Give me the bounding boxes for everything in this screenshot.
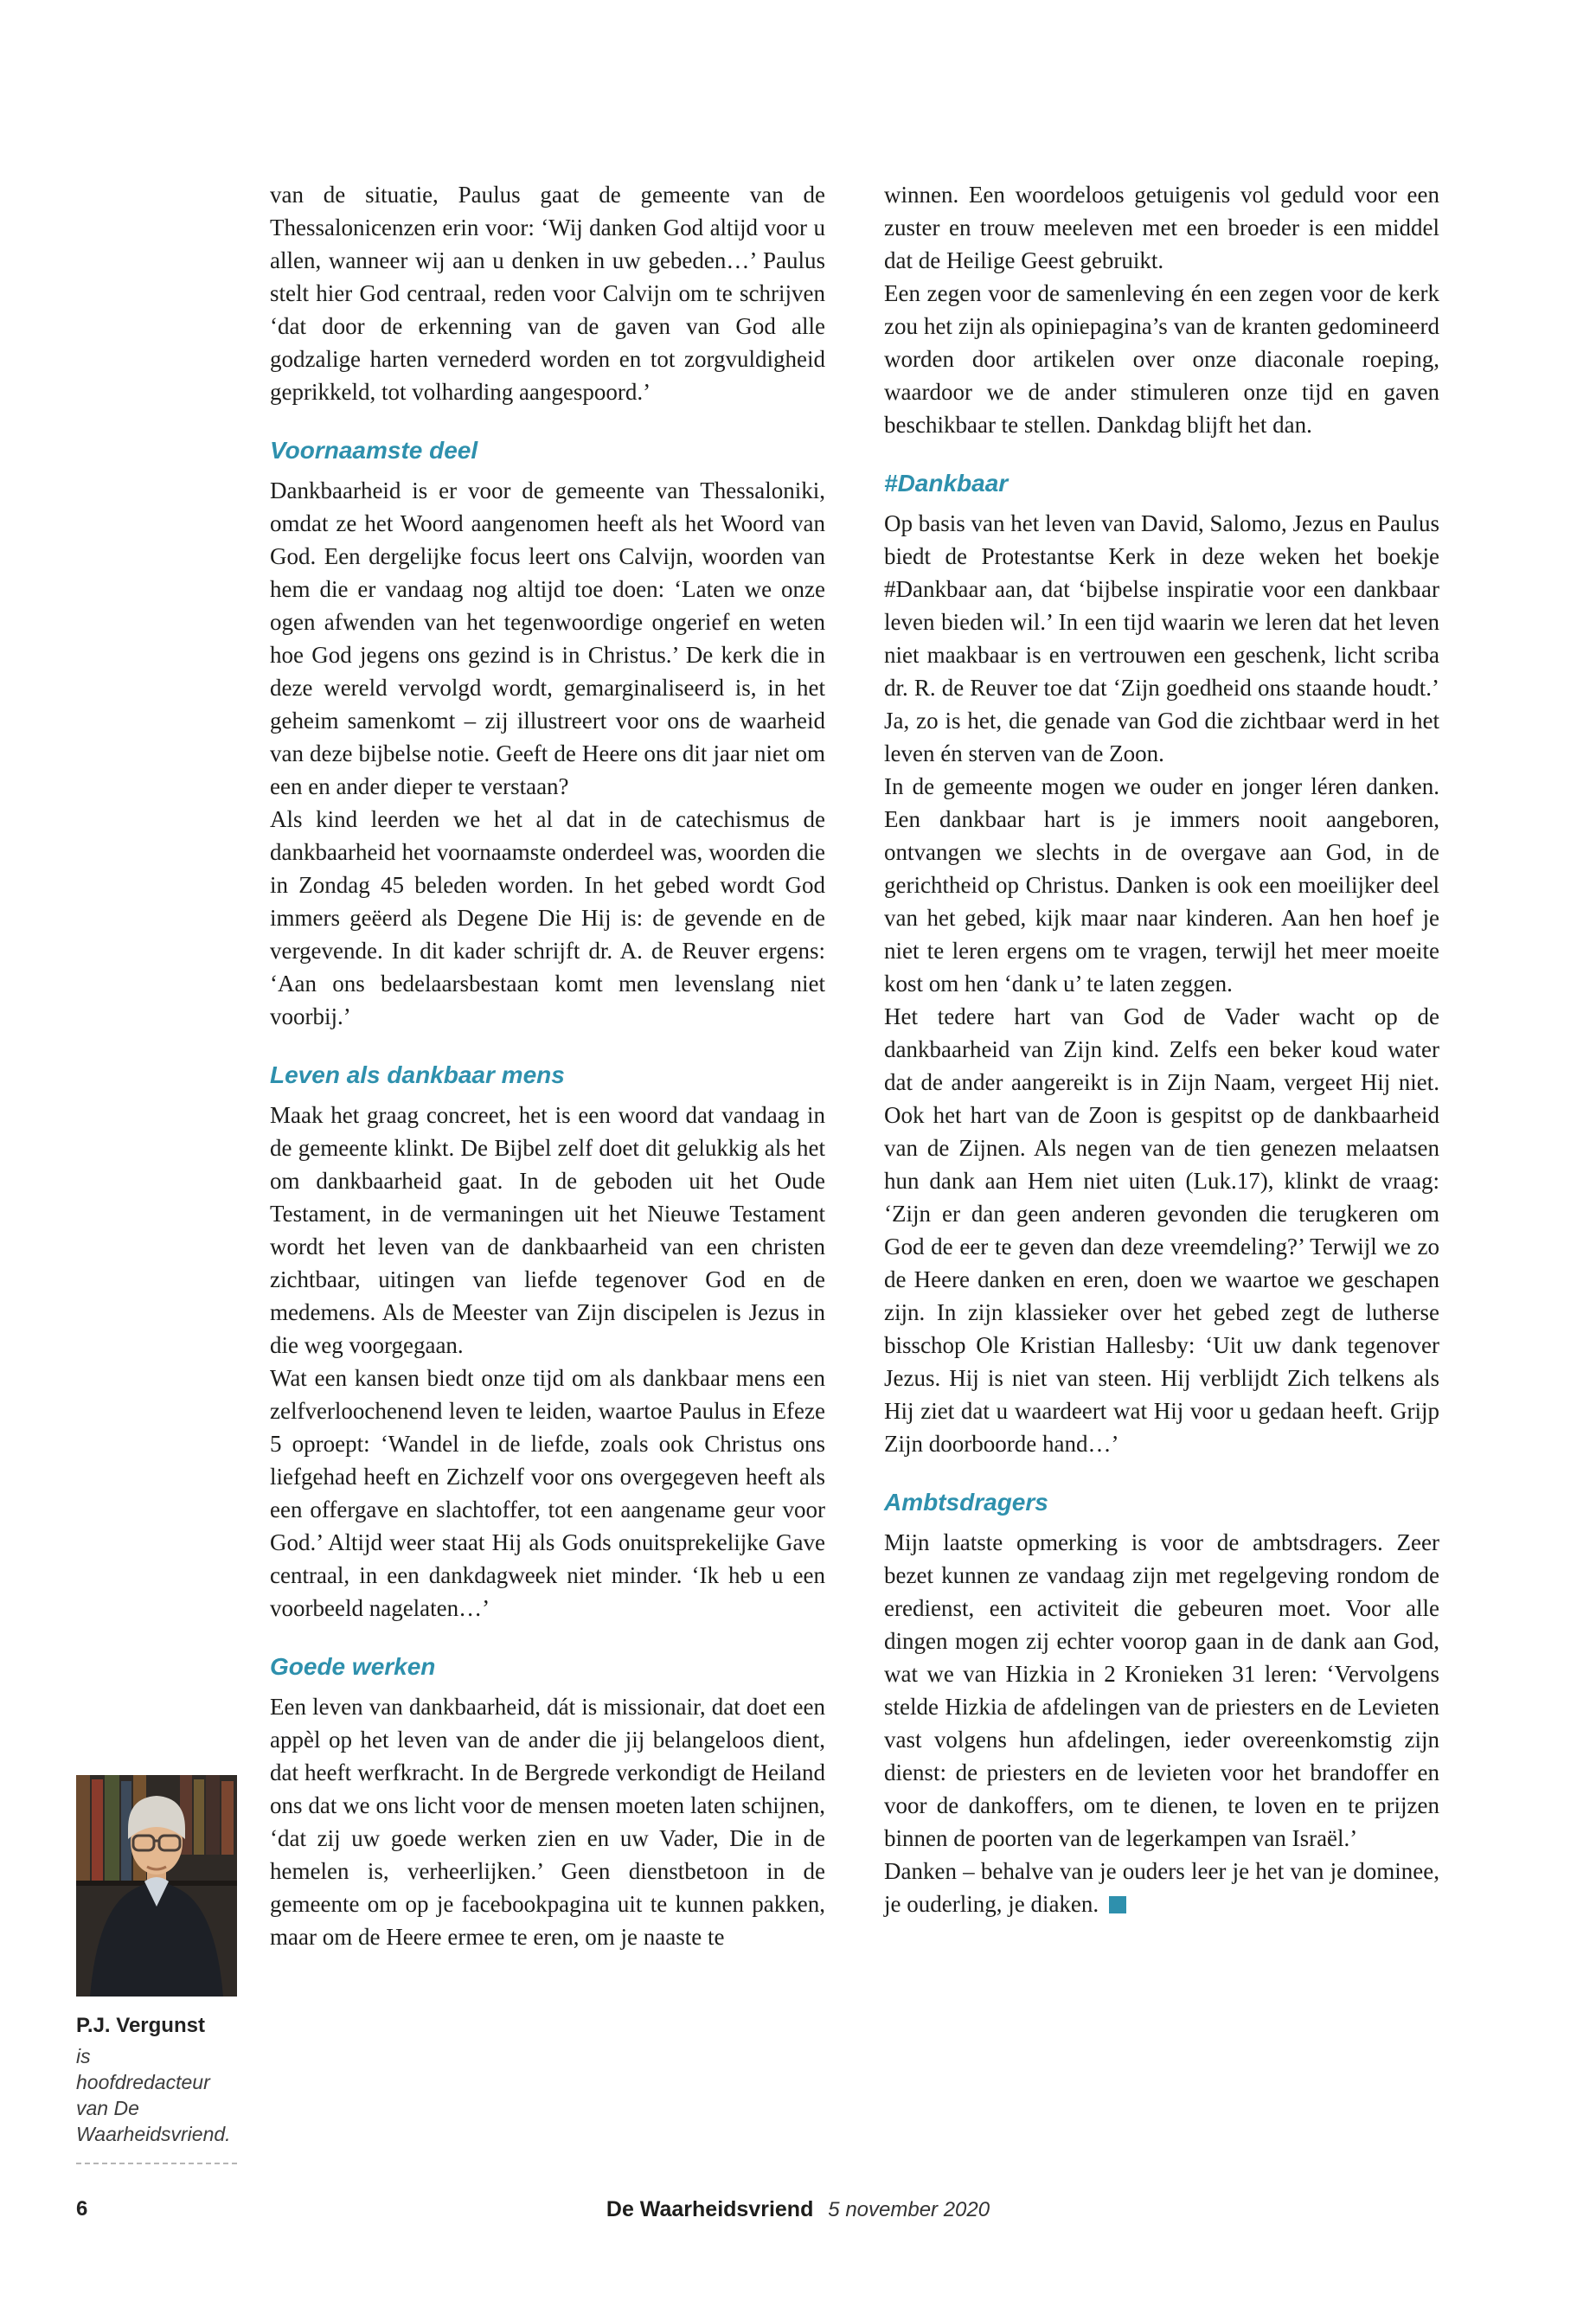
author-portrait-illustration [76, 1775, 237, 1997]
issue-date: 5 november 2020 [828, 2198, 990, 2221]
body-paragraph: Een leven van dankbaarheid, dát is missionair, dat doet een appèl op het leven van de ander die jij belangeloos dient, dat heeft werfkracht. In de Bergrede verkondigt de Heiland ons dat we ons licht voor de mensen moeten laten schijnen, ‘dat zij uw goede werken zien en uw Vader, Die in de hemelen is, verheerlijken.’ Geen dienstbetoon in de gemeente om op je facebookpagina uit te kunnen pakken, maar om de Heere ermee te eren, om je naaste te [270, 1694, 825, 1950]
article-end-icon [1109, 1896, 1126, 1913]
author-bio: is hoofdredacteur van De Waarheidsvriend. [76, 2045, 231, 2145]
section-heading: Goede werken [270, 1653, 436, 1680]
section-heading: Leven als dankbaar mens [270, 1061, 565, 1088]
body-paragraph: van de situatie, Paulus gaat de gemeente van de Thessalonicenzen erin voor: ‘Wij danken God altijd voor u allen, wanneer wij aan u denken in uw gebeden…’ Paulus stelt hier God centraal, reden voor Calvijn om te schrijven ‘dat door de erkenning van de gaven van God alle godzalige harten vernederd worden en tot zorgvuldigheid geprikkeld, tot volharding aangespoord.’ [270, 182, 825, 405]
body-paragraph: Dankbaarheid is er voor de gemeente van Thessaloniki, omdat ze het Woord aangenomen heeft als het Woord van God. Een dergelijke focus leert ons Calvijn, woorden van hem die er vandaag nog altijd toe doen: ‘Laten we onze ogen afwenden van het tegenwoordige ongerief en weten hoe God jegens ons gezind is in Christus.’ De kerk die in deze wereld vervolgd wordt, gemarginaliseerd is, in het geheim samenkomt – zij illustreert voor ons de waarheid van deze bijbelse notie. Geeft de Heere ons dit jaar niet om een en ander dieper te verstaan? [270, 478, 825, 799]
right-column [884, 178, 1439, 1920]
body-paragraph [884, 1855, 1439, 1920]
body-paragraph: Als kind leerden we het al dat in de catechismus de dankbaarheid het voornaamste onderdeel was, woorden die in Zondag 45 beleden worden. In het gebed wordt God immers geëerd als Degene Die Hij is: de gevende en de vergevende. In dit kader schrijft dr. A. de Reuver ergens: ‘Aan ons bedelaarsbestaan komt men levenslang niet voorbij.’ [270, 806, 825, 1029]
body-paragraph: Het tedere hart van God de Vader wacht op de dankbaarheid van Zijn kind. Zelfs een beker koud water dat de ander aangereikt is in Zijn Naam, vergeet Hij niet. Ook het hart van de Zoon is gespitst op de dankbaarheid van de Zijnen. Als negen van de tien genezen melaatsen hun dank aan Hem niet uiten (Luk.17), klinkt de vraag: ‘Zijn er dan geen anderen gevonden die terugkeren om God de eer te geven dan deze vreemdeling?’ Terwijl we zo de Heere danken en eren, doen we waartoe we geschapen zijn. In zijn klassieker over het gebed zegt de lutherse bisschop Ole Kristian Hallesby: ‘Uit uw dank tegenover Jezus. Hij is niet van steen. Hij verblijdt Zich telkens als Hij ziet dat u waardeert wat Hij voor u gedaan heeft. Grijp Zijn doorboorde hand…’ [884, 1003, 1439, 1457]
author-photo [76, 1775, 237, 1997]
section-heading: #Dankbaar [884, 470, 1009, 497]
left-column [270, 178, 825, 1953]
author-name: P.J. Vergunst [76, 2014, 205, 2037]
page-number: 6 [76, 2197, 88, 2221]
magazine-title: De Waarheidsvriend [606, 2197, 814, 2221]
section-heading: Ambtsdragers [884, 1489, 1048, 1516]
page-footer [0, 2197, 1596, 2232]
body-paragraph: Maak het graag concreet, het is een woord dat vandaag in de gemeente klinkt. De Bijbel zelf doet dit gelukkig als het om dankbaarheid gaat. In de geboden uit het Oude Testament, in de vermaningen uit het Nieuwe Testament wordt het leven van de dankbaarheid van een christen zichtbaar, uitingen van liefde tegenover God en de medemens. Als de Meester van Zijn discipelen is Jezus in die weg voorgegaan. [270, 1102, 825, 1358]
body-paragraph: winnen. Een woordeloos getuigenis vol geduld voor een zuster en trouw meeleven met een broeder is een middel dat de Heilige Geest gebruikt. [884, 182, 1439, 273]
body-paragraph: Wat een kansen biedt onze tijd om als dankbaar mens een zelfverloochenend leven te leiden, waartoe Paulus in Efeze 5 oproept: ‘Wandel in de liefde, zoals ook Christus ons liefgehad heeft en Zichzelf voor ons overgegeven heeft als een offergave en slachtoffer, tot een aangename geur voor God.’ Altijd weer staat Hij als Gods onuitsprekelijke Gave centraal, in een dankdagweek niet minder. ‘Ik heb u een voorbeeld nagelaten…’ [270, 1365, 825, 1621]
body-paragraph: Op basis van het leven van David, Salomo, Jezus en Paulus biedt de Protestantse Kerk in deze weken het boekje #Dankbaar aan, dat ‘bijbelse inspiratie voor een dankbaar leven bieden wil.’ In een tijd waarin we leren dat het leven niet maakbaar is en vertrouwen een geschenk, licht scriba dr. R. de Reuver toe dat ‘Zijn goedheid ons staande houdt.’ Ja, zo is het, die genade van God die zichtbaar werd in het leven én sterven van de Zoon. [884, 510, 1439, 766]
body-paragraph: Een zegen voor de samenleving én een zegen voor de kerk zou het zijn als opiniepagina’s van de kranten gedomineerd worden door artikelen over onze diaconale roeping, waardoor we de ander stimuleren onze tijd en gaven beschikbaar te stellen. Dankdag blijft het dan. [884, 280, 1439, 438]
body-paragraph: Mijn laatste opmerking is voor de ambtsdragers. Zeer bezet kunnen ze vandaag zijn met regelgeving rondom de eredienst, een activiteit die gebeuren moet. Voor alle dingen mogen zij echter voorop gaan in de dank aan God, wat we van Hizkia in 2 Kronieken 31 leren: ‘Vervolgens stelde Hizkia de afdelingen van de priesters en de Levieten vast volgens hun afdelingen, ieder overeenkomstig zijn dienst: de priesters en de levieten voor het brandoffer en voor de dankoffers, om te dienen, te loven en te prijzen binnen de poorten van de legerkampen van Israël.’ [884, 1529, 1439, 1851]
section-heading: Voornaamste deel [270, 437, 478, 464]
body-paragraph: In de gemeente mogen we ouder en jonger léren danken. Een dankbaar hart is je immers nooit aangeboren, ontvangen we slechts in de overgave aan God, in de gerichtheid op Christus. Danken is ook een moeilijker deel van het gebed, kijk maar naar kinderen. Aan hen hoef je niet te leren ergens om te vragen, terwijl het meer moeite kost om hen ‘dank u’ te laten zeggen. [884, 773, 1439, 997]
author-block [76, 1775, 239, 2164]
dashed-divider [76, 2163, 237, 2164]
closing-paragraph-text: Danken – behalve van je ouders leer je het van je dominee, je ouderling, je diaken. [884, 1858, 1439, 1917]
footer-center [0, 2197, 1596, 2222]
